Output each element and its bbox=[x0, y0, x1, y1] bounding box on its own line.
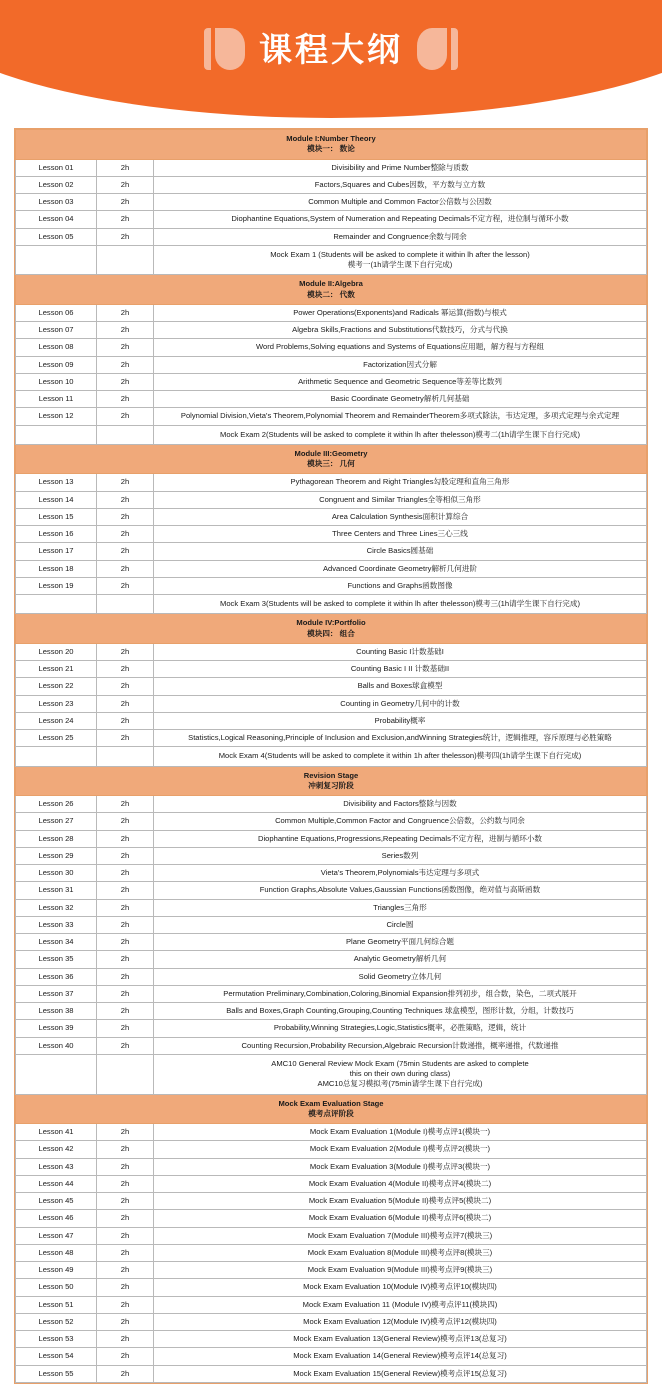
lesson-cell: Lesson 38 bbox=[16, 1003, 97, 1020]
lesson-cell-empty bbox=[16, 245, 97, 275]
lesson-cell: Lesson 25 bbox=[16, 730, 97, 747]
duration-cell: 2h bbox=[97, 1158, 154, 1175]
duration-cell: 2h bbox=[97, 1365, 154, 1382]
description-cell: Probability概率 bbox=[154, 712, 647, 729]
lesson-cell: Lesson 05 bbox=[16, 228, 97, 245]
leaf-ornament-icon bbox=[215, 28, 245, 70]
duration-cell: 2h bbox=[97, 1141, 154, 1158]
leaf-ornament-icon bbox=[417, 28, 447, 70]
duration-cell: 2h bbox=[97, 1348, 154, 1365]
module-header-row bbox=[16, 275, 647, 305]
description-cell: Mock Exam Evaluation 14(General Review)模考点评14(总复习) bbox=[154, 1348, 647, 1365]
lesson-cell: Lesson 20 bbox=[16, 643, 97, 660]
table-row bbox=[16, 1348, 647, 1365]
duration-cell: 2h bbox=[97, 916, 154, 933]
duration-cell: 2h bbox=[97, 1313, 154, 1330]
syllabus-table bbox=[15, 129, 647, 1383]
duration-cell: 2h bbox=[97, 678, 154, 695]
lesson-cell: Lesson 26 bbox=[16, 796, 97, 813]
mock-exam-description-cell bbox=[154, 595, 647, 614]
duration-cell: 2h bbox=[97, 1331, 154, 1348]
description-cell: Word Problems,Solving equations and Systems of Equations应用题，解方程与方程组 bbox=[154, 339, 647, 356]
lesson-cell: Lesson 43 bbox=[16, 1158, 97, 1175]
description-cell: Mock Exam Evaluation 10(Module IV)模考点评10(模块四) bbox=[154, 1279, 647, 1296]
syllabus-table-body bbox=[16, 130, 647, 1383]
lesson-cell: Lesson 36 bbox=[16, 968, 97, 985]
table-row bbox=[16, 847, 647, 864]
description-cell: Remainder and Congruence余数与同余 bbox=[154, 228, 647, 245]
duration-cell: 2h bbox=[97, 1279, 154, 1296]
table-row bbox=[16, 643, 647, 660]
lesson-cell: Lesson 08 bbox=[16, 339, 97, 356]
description-cell: Mock Exam Evaluation 1(Module I)模考点评1(模块一) bbox=[154, 1124, 647, 1141]
description-cell: Vieta's Theorem,Polynomials韦达定理与多项式 bbox=[154, 865, 647, 882]
description-cell: Permutation Preliminary,Combination,Coloring,Binomial Expansion排列初步，组合数，染色，二项式展开 bbox=[154, 985, 647, 1002]
description-cell: Probability,Winning Strategies,Logic,Statistics概率，必胜策略，逻辑，统计 bbox=[154, 1020, 647, 1037]
mock-exam-description-cell bbox=[154, 1054, 647, 1094]
table-row bbox=[16, 391, 647, 408]
description-cell: Triangles三角形 bbox=[154, 899, 647, 916]
duration-cell: 2h bbox=[97, 661, 154, 678]
description-cell: Mock Exam Evaluation 7(Module III)模考点评7(模块三) bbox=[154, 1227, 647, 1244]
description-cell: Mock Exam Evaluation 12(Module IV)模考点评12(模块四) bbox=[154, 1313, 647, 1330]
duration-cell: 2h bbox=[97, 796, 154, 813]
lesson-cell: Lesson 04 bbox=[16, 211, 97, 228]
table-row bbox=[16, 491, 647, 508]
lesson-cell: Lesson 49 bbox=[16, 1262, 97, 1279]
lesson-cell-empty bbox=[16, 747, 97, 766]
duration-cell: 2h bbox=[97, 159, 154, 176]
duration-cell: 2h bbox=[97, 1003, 154, 1020]
duration-cell: 2h bbox=[97, 1037, 154, 1054]
duration-cell: 2h bbox=[97, 1193, 154, 1210]
description-cell: Functions and Graphs函数图像 bbox=[154, 577, 647, 594]
lesson-cell: Lesson 52 bbox=[16, 1313, 97, 1330]
description-cell: Solid Geometry立体几何 bbox=[154, 968, 647, 985]
duration-cell: 2h bbox=[97, 322, 154, 339]
mock-exam-row bbox=[16, 245, 647, 275]
table-row bbox=[16, 951, 647, 968]
lesson-cell: Lesson 46 bbox=[16, 1210, 97, 1227]
table-row bbox=[16, 678, 647, 695]
duration-cell-empty bbox=[97, 595, 154, 614]
module-header-row bbox=[16, 130, 647, 160]
description-cell: Power Operations(Exponents)and Radicals 幂运算(指数)与根式 bbox=[154, 304, 647, 321]
mock-exam-description-cell bbox=[154, 245, 647, 275]
module-title-en: Mock Exam Evaluation Stage bbox=[278, 1098, 384, 1108]
duration-cell: 2h bbox=[97, 1296, 154, 1313]
module-header-row bbox=[16, 1094, 647, 1124]
duration-cell: 2h bbox=[97, 1244, 154, 1261]
description-cell: Mock Exam Evaluation 2(Module I)模考点评2(模块一) bbox=[154, 1141, 647, 1158]
lesson-cell: Lesson 29 bbox=[16, 847, 97, 864]
lesson-cell: Lesson 27 bbox=[16, 813, 97, 830]
mock-exam-line: 模考一(1h请学生课下自行完成) bbox=[347, 260, 453, 269]
table-row bbox=[16, 211, 647, 228]
table-row bbox=[16, 577, 647, 594]
duration-cell: 2h bbox=[97, 813, 154, 830]
duration-cell: 2h bbox=[97, 560, 154, 577]
lesson-cell: Lesson 24 bbox=[16, 712, 97, 729]
lesson-cell: Lesson 10 bbox=[16, 373, 97, 390]
duration-cell: 2h bbox=[97, 730, 154, 747]
mock-exam-row bbox=[16, 425, 647, 444]
table-row bbox=[16, 1193, 647, 1210]
table-row bbox=[16, 159, 647, 176]
lesson-cell: Lesson 54 bbox=[16, 1348, 97, 1365]
duration-cell: 2h bbox=[97, 643, 154, 660]
table-row bbox=[16, 1262, 647, 1279]
lesson-cell: Lesson 09 bbox=[16, 356, 97, 373]
module-header-cell bbox=[16, 766, 647, 796]
duration-cell: 2h bbox=[97, 712, 154, 729]
mock-exam-line: AMC10 General Review Mock Exam (75min Students are asked to complete bbox=[271, 1058, 529, 1068]
lesson-cell: Lesson 13 bbox=[16, 474, 97, 491]
duration-cell: 2h bbox=[97, 1124, 154, 1141]
description-cell: Congruent and Similar Triangles全等相似三角形 bbox=[154, 491, 647, 508]
duration-cell: 2h bbox=[97, 339, 154, 356]
description-cell: Circle Basics圆基础 bbox=[154, 543, 647, 560]
duration-cell: 2h bbox=[97, 934, 154, 951]
description-cell: Circle圆 bbox=[154, 916, 647, 933]
module-title-en: Module II:Algebra bbox=[299, 279, 363, 289]
module-title-zh: 模块三： 几何 bbox=[307, 459, 355, 468]
lesson-cell: Lesson 45 bbox=[16, 1193, 97, 1210]
table-row bbox=[16, 796, 647, 813]
description-cell: Mock Exam Evaluation 13(General Review)模考点评13(总复习) bbox=[154, 1331, 647, 1348]
lesson-cell: Lesson 40 bbox=[16, 1037, 97, 1054]
duration-cell: 2h bbox=[97, 474, 154, 491]
description-cell: Counting Basic I计数基础I bbox=[154, 643, 647, 660]
description-cell: Advanced Coordinate Geometry解析几何进阶 bbox=[154, 560, 647, 577]
module-title-zh: 模块一： 数论 bbox=[307, 144, 355, 154]
description-cell: Mock Exam Evaluation 11 (Module IV)模考点评11(模块四) bbox=[154, 1296, 647, 1313]
duration-cell: 2h bbox=[97, 194, 154, 211]
table-row bbox=[16, 1037, 647, 1054]
description-cell: Mock Exam Evaluation 15(General Review)模考点评15(总复习) bbox=[154, 1365, 647, 1382]
lesson-cell: Lesson 18 bbox=[16, 560, 97, 577]
leaf-sliver-icon bbox=[451, 28, 458, 70]
description-cell: Mock Exam Evaluation 5(Module II)模考点评5(模块二) bbox=[154, 1193, 647, 1210]
table-row bbox=[16, 373, 647, 390]
description-cell: Algebra Skills,Fractions and Substitutions代数技巧，分式与代换 bbox=[154, 322, 647, 339]
lesson-cell: Lesson 32 bbox=[16, 899, 97, 916]
duration-cell: 2h bbox=[97, 865, 154, 882]
description-cell: Mock Exam Evaluation 4(Module II)模考点评4(模块二) bbox=[154, 1175, 647, 1192]
lesson-cell: Lesson 01 bbox=[16, 159, 97, 176]
duration-cell: 2h bbox=[97, 1262, 154, 1279]
description-cell: Pythagorean Theorem and Right Triangles勾股定理和直角三角形 bbox=[154, 474, 647, 491]
description-cell: Plane Geometry平面几何综合题 bbox=[154, 934, 647, 951]
mock-exam-description-cell bbox=[154, 425, 647, 444]
lesson-cell: Lesson 22 bbox=[16, 678, 97, 695]
mock-exam-line: AMC10总复习模拟考(75min请学生课下自行完成) bbox=[317, 1079, 483, 1089]
mock-exam-description-cell bbox=[154, 747, 647, 766]
description-cell: Counting Basic I II 计数基础II bbox=[154, 661, 647, 678]
description-cell: Divisibility and Factors整除与因数 bbox=[154, 796, 647, 813]
table-row bbox=[16, 526, 647, 543]
table-row bbox=[16, 1279, 647, 1296]
description-cell: Common Multiple and Common Factor公倍数与公因数 bbox=[154, 194, 647, 211]
module-title-zh: 模考点评阶段 bbox=[308, 1108, 354, 1118]
lesson-cell: Lesson 17 bbox=[16, 543, 97, 560]
table-row bbox=[16, 1158, 647, 1175]
lesson-cell-empty bbox=[16, 1054, 97, 1094]
duration-cell-empty bbox=[97, 425, 154, 444]
table-row bbox=[16, 1296, 647, 1313]
duration-cell: 2h bbox=[97, 526, 154, 543]
table-row bbox=[16, 916, 647, 933]
description-cell: Mock Exam Evaluation 6(Module II)模考点评6(模块二) bbox=[154, 1210, 647, 1227]
duration-cell: 2h bbox=[97, 882, 154, 899]
lesson-cell-empty bbox=[16, 595, 97, 614]
duration-cell: 2h bbox=[97, 228, 154, 245]
module-header-row bbox=[16, 444, 647, 474]
module-title-en: Module I:Number Theory bbox=[286, 134, 376, 143]
table-row bbox=[16, 356, 647, 373]
duration-cell: 2h bbox=[97, 211, 154, 228]
module-title-zh: 模块四： 组合 bbox=[307, 628, 355, 638]
lesson-cell: Lesson 16 bbox=[16, 526, 97, 543]
duration-cell-empty bbox=[97, 245, 154, 275]
lesson-cell: Lesson 06 bbox=[16, 304, 97, 321]
table-row bbox=[16, 339, 647, 356]
lesson-cell: Lesson 03 bbox=[16, 194, 97, 211]
lesson-cell: Lesson 21 bbox=[16, 661, 97, 678]
left-ornament-group bbox=[204, 28, 245, 70]
description-cell: Analytic Geometry解析几何 bbox=[154, 951, 647, 968]
duration-cell: 2h bbox=[97, 304, 154, 321]
lesson-cell: Lesson 30 bbox=[16, 865, 97, 882]
table-row bbox=[16, 934, 647, 951]
duration-cell: 2h bbox=[97, 508, 154, 525]
lesson-cell: Lesson 23 bbox=[16, 695, 97, 712]
table-row bbox=[16, 1210, 647, 1227]
duration-cell: 2h bbox=[97, 951, 154, 968]
lesson-cell: Lesson 12 bbox=[16, 408, 97, 425]
lesson-cell: Lesson 19 bbox=[16, 577, 97, 594]
lesson-cell: Lesson 15 bbox=[16, 508, 97, 525]
syllabus-table-container bbox=[14, 128, 648, 1384]
lesson-cell: Lesson 31 bbox=[16, 882, 97, 899]
lesson-cell: Lesson 11 bbox=[16, 391, 97, 408]
table-row bbox=[16, 813, 647, 830]
duration-cell: 2h bbox=[97, 577, 154, 594]
description-cell: Balls and Boxes,Graph Counting,Grouping,Counting Techniques 球盒模型，图形计数，分组，计数技巧 bbox=[154, 1003, 647, 1020]
description-cell: Polynomial Division,Vieta's Theorem,Polynomial Theorem and RemainderTheorem多项式除法，韦达定理，多项式定理与余式定理 bbox=[154, 408, 647, 425]
mock-exam-row bbox=[16, 747, 647, 766]
description-cell: Mock Exam Evaluation 3(Module I)模考点评3(模块一) bbox=[154, 1158, 647, 1175]
table-row bbox=[16, 543, 647, 560]
lesson-cell: Lesson 02 bbox=[16, 176, 97, 193]
lesson-cell: Lesson 33 bbox=[16, 916, 97, 933]
description-cell: Three Centers and Three Lines三心三线 bbox=[154, 526, 647, 543]
table-row bbox=[16, 1244, 647, 1261]
table-row bbox=[16, 408, 647, 425]
description-cell: Factorization因式分解 bbox=[154, 356, 647, 373]
right-ornament-group bbox=[417, 28, 458, 70]
duration-cell-empty bbox=[97, 747, 154, 766]
module-title-en: Module III:Geometry bbox=[294, 448, 368, 458]
table-row bbox=[16, 194, 647, 211]
duration-cell: 2h bbox=[97, 491, 154, 508]
duration-cell: 2h bbox=[97, 695, 154, 712]
module-header-cell bbox=[16, 1094, 647, 1124]
leaf-sliver-icon bbox=[204, 28, 211, 70]
lesson-cell: Lesson 51 bbox=[16, 1296, 97, 1313]
duration-cell: 2h bbox=[97, 1020, 154, 1037]
description-cell: Series数列 bbox=[154, 847, 647, 864]
lesson-cell: Lesson 48 bbox=[16, 1244, 97, 1261]
mock-exam-line: Mock Exam 3(Students will be asked to complete it within lh after thelesson)模考三(1h请学生课下自行完成) bbox=[220, 599, 580, 608]
table-row bbox=[16, 322, 647, 339]
banner-content bbox=[0, 0, 662, 98]
mock-exam-line: Mock Exam 1 (Students will be asked to complete it within lh after the lesson) bbox=[270, 249, 530, 259]
table-row bbox=[16, 695, 647, 712]
duration-cell: 2h bbox=[97, 391, 154, 408]
duration-cell: 2h bbox=[97, 408, 154, 425]
description-cell: Basic Coordinate Geometry解析几何基础 bbox=[154, 391, 647, 408]
description-cell: Diophantine Equations,System of Numeration and Repeating Decimals不定方程，进位制与循环小数 bbox=[154, 211, 647, 228]
lesson-cell: Lesson 47 bbox=[16, 1227, 97, 1244]
table-row bbox=[16, 865, 647, 882]
module-header-row bbox=[16, 766, 647, 796]
page-title: 课程大纲 bbox=[259, 30, 403, 68]
table-row bbox=[16, 882, 647, 899]
duration-cell: 2h bbox=[97, 543, 154, 560]
table-row bbox=[16, 1227, 647, 1244]
mock-exam-row bbox=[16, 1054, 647, 1094]
lesson-cell: Lesson 41 bbox=[16, 1124, 97, 1141]
module-header-row bbox=[16, 614, 647, 644]
lesson-cell-empty bbox=[16, 425, 97, 444]
table-row bbox=[16, 176, 647, 193]
description-cell: Mock Exam Evaluation 8(Module III)模考点评8(模块三) bbox=[154, 1244, 647, 1261]
duration-cell-empty bbox=[97, 1054, 154, 1094]
table-row bbox=[16, 304, 647, 321]
duration-cell: 2h bbox=[97, 1175, 154, 1192]
description-cell: Common Multiple,Common Factor and Congruence公倍数，公约数与同余 bbox=[154, 813, 647, 830]
lesson-cell: Lesson 35 bbox=[16, 951, 97, 968]
description-cell: Function Graphs,Absolute Values,Gaussian Functions函数图像，绝对值与高斯函数 bbox=[154, 882, 647, 899]
description-cell: Factors,Squares and Cubes因数，平方数与立方数 bbox=[154, 176, 647, 193]
table-row bbox=[16, 1124, 647, 1141]
duration-cell: 2h bbox=[97, 1227, 154, 1244]
duration-cell: 2h bbox=[97, 847, 154, 864]
lesson-cell: Lesson 53 bbox=[16, 1331, 97, 1348]
mock-exam-line: Mock Exam 2(Students will be asked to complete it within lh after thelesson)模考二(1h请学生课下自行完成) bbox=[220, 429, 580, 439]
mock-exam-line: this on their own during class) bbox=[349, 1069, 451, 1078]
table-row bbox=[16, 1020, 647, 1037]
duration-cell: 2h bbox=[97, 176, 154, 193]
lesson-cell: Lesson 39 bbox=[16, 1020, 97, 1037]
module-title-zh: 冲刺复习阶段 bbox=[308, 780, 354, 790]
description-cell: Diophantine Equations,Progressions,Repeating Decimals不定方程，进制与循环小数 bbox=[154, 830, 647, 847]
lesson-cell: Lesson 34 bbox=[16, 934, 97, 951]
duration-cell: 2h bbox=[97, 373, 154, 390]
duration-cell: 2h bbox=[97, 356, 154, 373]
table-row bbox=[16, 968, 647, 985]
page-header-banner bbox=[0, 0, 662, 118]
table-row bbox=[16, 712, 647, 729]
lesson-cell: Lesson 55 bbox=[16, 1365, 97, 1382]
table-row bbox=[16, 661, 647, 678]
mock-exam-line: Mock Exam 4(Students will be asked to complete it within 1h after thelesson)模考四(1h请学生课下自行完成) bbox=[218, 751, 582, 761]
mock-exam-row bbox=[16, 595, 647, 614]
description-cell: Counting in Geometry几何中的计数 bbox=[154, 695, 647, 712]
duration-cell: 2h bbox=[97, 968, 154, 985]
module-title-en: Revision Stage bbox=[303, 770, 359, 780]
description-cell: Counting Recursion,Probability Recursion,Algebraic Recursion计数递推，概率递推，代数递推 bbox=[154, 1037, 647, 1054]
table-row bbox=[16, 730, 647, 747]
lesson-cell: Lesson 50 bbox=[16, 1279, 97, 1296]
lesson-cell: Lesson 37 bbox=[16, 985, 97, 1002]
module-header-cell bbox=[16, 130, 647, 160]
table-row bbox=[16, 830, 647, 847]
module-header-cell bbox=[16, 275, 647, 305]
lesson-cell: Lesson 42 bbox=[16, 1141, 97, 1158]
module-title-zh: 模块二： 代数 bbox=[307, 289, 355, 299]
lesson-cell: Lesson 44 bbox=[16, 1175, 97, 1192]
description-cell: Balls and Boxes球盒模型 bbox=[154, 678, 647, 695]
description-cell: Area Calculation Synthesis面积计算综合 bbox=[154, 508, 647, 525]
description-cell: Arithmetic Sequence and Geometric Sequence等差等比数列 bbox=[154, 373, 647, 390]
lesson-cell: Lesson 28 bbox=[16, 830, 97, 847]
description-cell: Divisibility and Prime Number整除与质数 bbox=[154, 159, 647, 176]
table-row bbox=[16, 474, 647, 491]
table-row bbox=[16, 985, 647, 1002]
table-row bbox=[16, 228, 647, 245]
table-row bbox=[16, 1331, 647, 1348]
duration-cell: 2h bbox=[97, 830, 154, 847]
table-row bbox=[16, 1313, 647, 1330]
duration-cell: 2h bbox=[97, 985, 154, 1002]
table-row bbox=[16, 1003, 647, 1020]
table-row bbox=[16, 1141, 647, 1158]
description-cell: Mock Exam Evaluation 9(Module III)模考点评9(模块三) bbox=[154, 1262, 647, 1279]
module-header-cell bbox=[16, 614, 647, 644]
lesson-cell: Lesson 14 bbox=[16, 491, 97, 508]
table-row bbox=[16, 1365, 647, 1382]
duration-cell: 2h bbox=[97, 1210, 154, 1227]
description-cell: Statistics,Logical Reasoning,Principle of Inclusion and Exclusion,andWinning Strategies统计，逻辑推理，容斥原理与必胜策略 bbox=[154, 730, 647, 747]
table-row bbox=[16, 1175, 647, 1192]
table-row bbox=[16, 899, 647, 916]
duration-cell: 2h bbox=[97, 899, 154, 916]
table-row bbox=[16, 560, 647, 577]
module-header-cell bbox=[16, 444, 647, 474]
lesson-cell: Lesson 07 bbox=[16, 322, 97, 339]
table-row bbox=[16, 508, 647, 525]
module-title-en: Module IV:Portfolio bbox=[296, 618, 366, 628]
